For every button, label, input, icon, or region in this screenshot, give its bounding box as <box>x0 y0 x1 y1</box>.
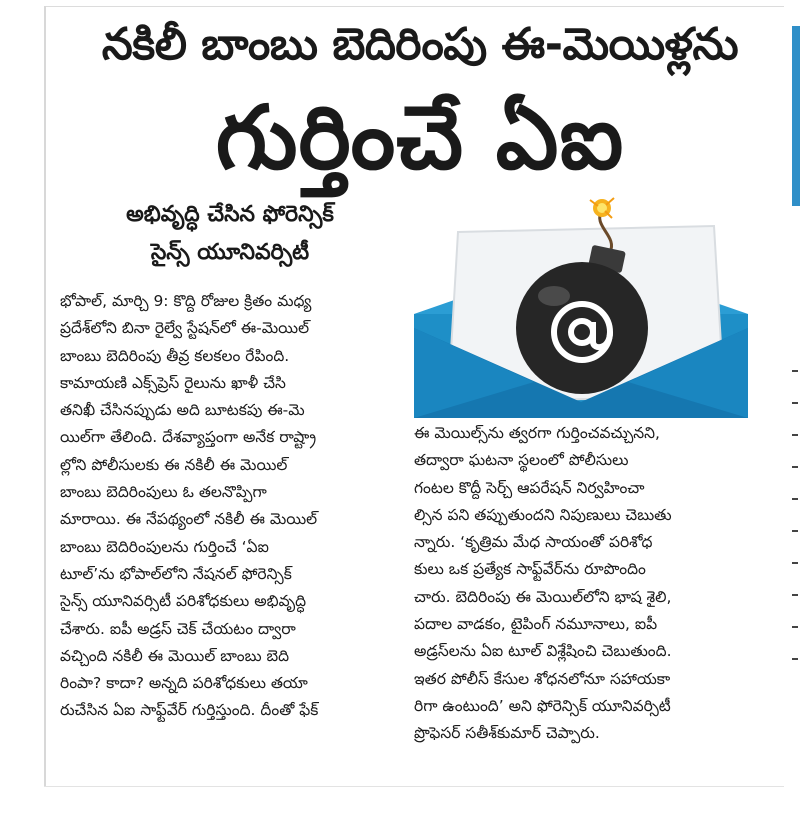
clipping-left-border <box>44 6 46 786</box>
body-line: తనిఖీ చేసినప్పుడు అది బూటకపు ఈ-మె <box>60 401 305 420</box>
email-bomb-illustration <box>414 196 748 418</box>
email-bomb-icon <box>414 196 748 418</box>
body-line: ఇతర పోలీస్ కేసుల శోధనలోనూ సహాయకా <box>414 669 671 688</box>
body-line: మారాయి. ఈ నేపథ్యంలో నకిలీ ఈ మెయిల్ <box>60 510 318 529</box>
subheadline <box>60 196 400 272</box>
body-line: కామాయణి ఎక్స్‌ప్రెస్ రైలును ఖాళీ చేసి <box>60 373 286 392</box>
body-line: టూల్’ను భోపాల్‌లోని నేషనల్ ఫోరెన్సిక్ <box>60 564 292 583</box>
body-line: పదాల వాడకం, టైపింగ్ నమూనాలు, ఐపీ <box>414 615 658 634</box>
body-line: న్నారు. ‘కృత్రిమ మేధ సాయంతో పరిశోధ <box>414 533 653 552</box>
adjacent-article-text-edge <box>792 370 800 690</box>
headline-line-1: నకిలీ బాంబు బెదిరింపు ఈ-మెయిళ్లను <box>101 19 739 70</box>
body-line: ప్రదేశ్‌లోని బినా రైల్వే స్టేషన్‌లో ఈ-మెయిల్ <box>60 319 310 338</box>
body-line: చారు. బెదిరింపు ఈ మెయిల్‌లోని భాష శైలి, <box>414 587 672 606</box>
body-line: రిగా ఉంటుంది’ అని ఫోరెన్సిక్ యూనివర్సిటీ <box>414 696 671 715</box>
body-line: రుచేసిన ఏఐ సాఫ్ట్‌వేర్ గుర్తిస్తుంది. దీంతో ఫేక్ <box>60 701 319 720</box>
body-line: తద్వారా ఘటనా స్థలంలో పోలీసులు <box>414 451 629 470</box>
body-line: ల్సిన పని తప్పుతుందని నిపుణులు చెబుతు <box>414 505 672 524</box>
subheadline-line-1: అభివృద్ధి చేసిన ఫోరెన్సిక్ <box>126 202 334 227</box>
body-line: గంటల కొద్దీ సెర్చ్ ఆపరేషన్ నిర్వహించా <box>414 478 645 497</box>
body-line: భోపాల్, మార్చి 9: కొద్ది రోజుల క్రితం మధ్య <box>60 292 312 310</box>
body-line: బాంబు బెదిరింపు తీవ్ర కలకలం రేపింది. <box>60 346 290 365</box>
body-line: సైన్స్ యూనివర్సిటీ పరిశోధకులు అభివృద్ధి <box>60 592 307 611</box>
body-line: బాంబు బెదిరింపులను గుర్తించే ‘ఏఐ <box>60 537 269 556</box>
clipping-bottom-border <box>44 786 784 787</box>
body-line: అడ్రస్‌లను ఏఐ టూల్ విశ్లేషించి చెబుతుంది. <box>414 642 672 661</box>
article-body-right-column <box>414 420 754 748</box>
body-line: ప్రొఫెసర్ సతీశ్‌కుమార్ చెప్పారు. <box>414 724 600 743</box>
clipping-top-border <box>44 6 784 7</box>
article-body-left-column <box>60 288 400 725</box>
subheadline-line-2: సైన్స్ యూనివర్సిటీ <box>150 240 310 265</box>
body-line: కులు ఒక ప్రత్యేక సాఫ్ట్‌వేర్‌ను రూపొందిం <box>414 560 646 579</box>
body-line: రింపా? కాదా? అన్నది పరిశోధకులు తయా <box>60 674 308 693</box>
body-line: బాంబు బెదిరింపులు ఓ తలనొప్పిగా <box>60 483 267 502</box>
headline-line-2: గుర్తించే ఏఐ <box>215 86 625 189</box>
body-line: ల్లోని పోలీసులకు ఈ నకిలీ ఈ మెయిల్ <box>60 455 288 474</box>
body-line: చేశారు. ఐపీ అడ్రస్ చెక్ చేయటం ద్వారా <box>60 619 296 638</box>
body-line: వచ్చింది నకిలీ ఈ మెయిల్ బాంబు బెది <box>60 646 290 665</box>
adjacent-article-image-edge <box>792 26 800 206</box>
body-line: ఈ మెయిల్స్‌ను త్వరగా గుర్తించవచ్చునని, <box>414 424 660 442</box>
body-line: యిల్‌గా తేలింది. దేశవ్యాప్తంగా అనేక రాష్ట్రా <box>60 428 317 447</box>
